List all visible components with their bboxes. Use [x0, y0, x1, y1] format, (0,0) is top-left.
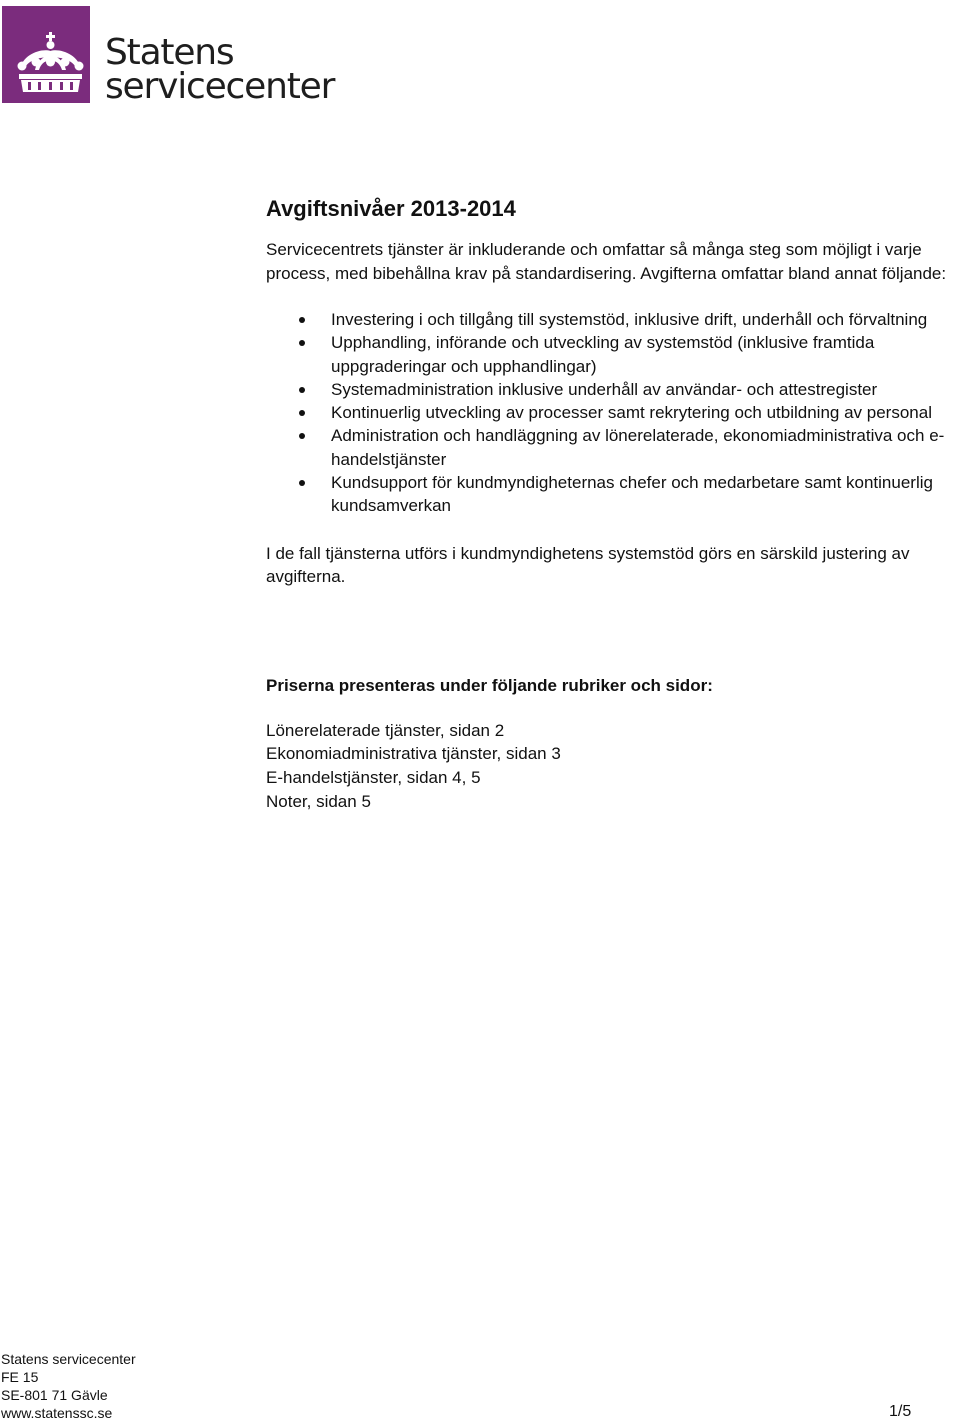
price-sections-list	[266, 719, 960, 814]
intro-paragraph: Servicecentrets tjänster är inkluderande och omfattar så många steg som möjligt i varje process, med bibehållna krav på standardisering. Avgifterna omfattar bland annat följande:	[266, 240, 947, 283]
list-item-text: Kundsupport för kundmyndigheternas chefer och medarbetare samt kontinuerlig kundsamverkan	[331, 473, 933, 516]
bullet-icon	[299, 387, 305, 393]
page-title: Avgiftsnivåer 2013-2014	[266, 196, 516, 221]
price-section-item: Noter, sidan 5	[266, 791, 371, 811]
bullet-icon	[299, 410, 305, 416]
prices-heading: Priserna presenteras under följande rubriker och sidor:	[266, 675, 713, 695]
bullet-icon	[299, 480, 305, 486]
document-body	[266, 194, 960, 813]
price-section-item: Lönerelaterade tjänster, sidan 2	[266, 720, 505, 740]
footer-postal: SE-801 71 Gävle	[1, 1387, 108, 1403]
included-services-list	[266, 308, 960, 518]
page-number: 1/5	[889, 1403, 912, 1420]
list-item	[266, 401, 960, 424]
bullet-icon	[299, 433, 305, 439]
footer-org: Statens servicecenter	[1, 1351, 136, 1367]
footer-address	[1, 1350, 136, 1422]
list-item-text: Administration och handläggning av lönerelaterade, ekonomiadministrativa och e-handelstjänster	[331, 426, 945, 469]
list-item	[266, 331, 960, 378]
footer-website: www.statenssc.se	[1, 1405, 113, 1421]
brand-line-2: servicecenter	[105, 66, 335, 107]
adjustment-note: I de fall tjänsterna utförs i kundmyndighetens systemstöd görs en särskild justering av avgifterna.	[266, 543, 910, 587]
price-section-item: Ekonomiadministrativa tjänster, sidan 3	[266, 744, 561, 764]
list-item-text: Systemadministration inklusive underhåll av användar- och attestregister	[331, 379, 878, 399]
list-item-text: Kontinuerlig utveckling av processer samt rekrytering och utbildning av personal	[331, 403, 932, 423]
crown-logo-icon	[2, 6, 90, 103]
list-item	[266, 308, 960, 331]
bullet-icon	[299, 317, 305, 323]
brand-logo	[2, 6, 335, 107]
list-item	[266, 378, 960, 401]
list-item-text: Upphandling, införande och utveckling av systemstöd (inklusive framtida uppgraderingar och upphandlingar)	[331, 333, 875, 376]
list-item	[266, 471, 960, 518]
brand-line-1: Statens	[105, 32, 234, 73]
list-item-text: Investering i och tillgång till systemstöd, inklusive drift, underhåll och förvaltning	[331, 310, 928, 329]
list-item	[266, 424, 960, 471]
brand-wordmark	[105, 32, 335, 107]
price-section-item: E-handelstjänster, sidan 4, 5	[266, 768, 481, 788]
footer-box: FE 15	[1, 1369, 39, 1385]
bullet-icon	[299, 340, 305, 346]
